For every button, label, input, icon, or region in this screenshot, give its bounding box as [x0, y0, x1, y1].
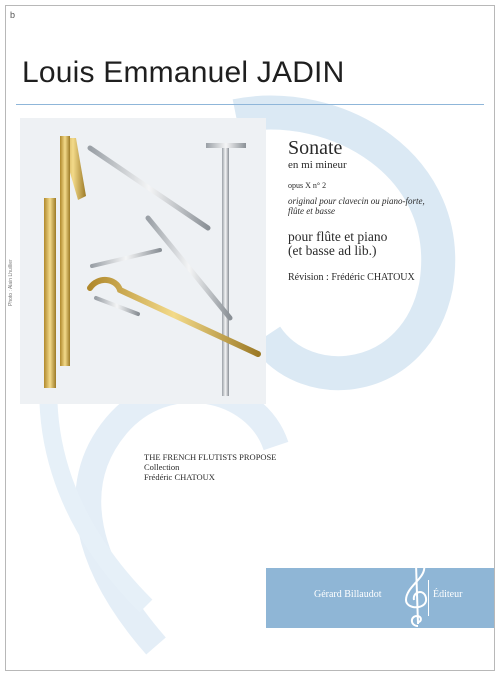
flutes-photo — [20, 118, 266, 404]
corner-mark: b — [10, 10, 16, 20]
photo-credit: Photo : Alain Lhuillier — [8, 259, 14, 306]
instrumentation-line-2: (et basse ad lib.) — [288, 243, 377, 258]
publisher-divider — [428, 580, 429, 616]
publisher-name: Gérard Billaudot — [314, 589, 382, 600]
opus-number: opus X n° 2 — [288, 181, 327, 190]
publisher-band — [266, 568, 494, 628]
original-scoring — [288, 196, 488, 216]
flutes-illustration — [20, 118, 266, 404]
work-key: en mi mineur — [288, 159, 347, 171]
score-cover — [5, 5, 495, 671]
instrumentation-line-1: pour flûte et piano — [288, 229, 388, 244]
work-title: Sonate — [288, 137, 343, 159]
title-block — [288, 138, 488, 283]
collection-editor: Frédéric CHATOUX — [144, 472, 215, 482]
collection-label: Collection — [144, 462, 180, 472]
original-scoring-line-1: original pour clavecin ou piano-forte, — [288, 196, 425, 206]
revision-credit: Révision : Frédéric CHATOUX — [288, 272, 415, 283]
publisher-role: Éditeur — [433, 589, 463, 600]
header-rule — [16, 104, 484, 105]
original-scoring-line-2: flûte et basse — [288, 206, 335, 216]
instrumentation — [288, 230, 488, 258]
collection-block — [144, 452, 276, 482]
collection-series: THE FRENCH FLUTISTS PROPOSE — [144, 452, 277, 462]
composer-name: Louis Emmanuel JADIN — [22, 56, 345, 89]
